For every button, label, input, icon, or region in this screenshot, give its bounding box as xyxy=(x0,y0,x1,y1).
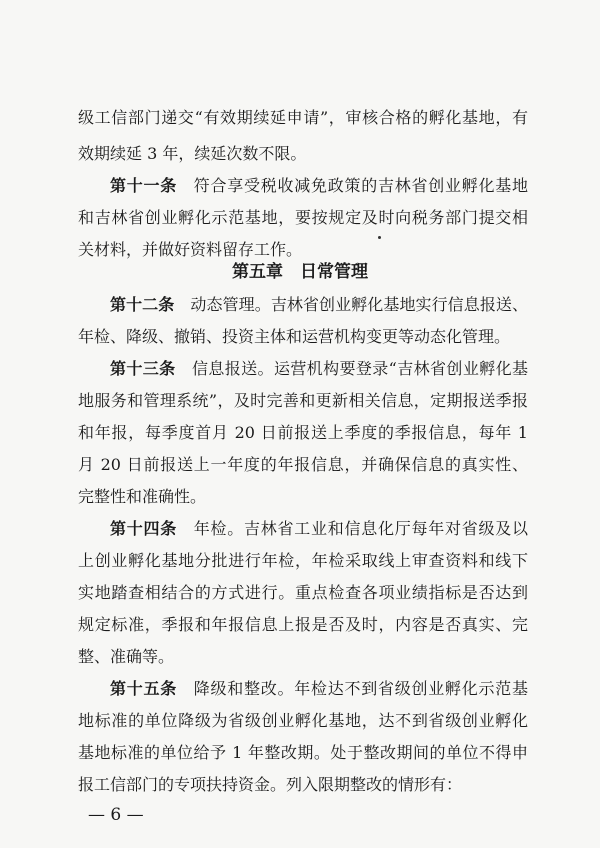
article-12-text: 动态管理。吉林省创业孵化基地实行信息报送、 xyxy=(190,295,528,314)
article-12-line xyxy=(110,290,528,320)
article-15-line: 地标准的单位降级为省级创业孵化基地，达不到省级创业孵化 xyxy=(78,711,528,730)
article-13-text: 信息报送。运营机构要登录“吉林省创业孵化基 xyxy=(191,359,528,378)
article-13-line xyxy=(110,354,528,384)
article-11-label: 第十一条 xyxy=(110,176,177,195)
article-12-line: 年检、降级、撤销、投资主体和运营机构变更等动态化管理。 xyxy=(78,327,511,346)
article-11-line: 关材料，并做好资料留存工作。 xyxy=(78,240,303,259)
paragraph-line: 效期续延 3 年，续延次数不限。 xyxy=(78,144,307,163)
article-14-line: 上创业孵化基地分批进行年检，年检采取线上审查资料和线下 xyxy=(78,551,528,570)
article-14-label: 第十四条 xyxy=(110,519,177,538)
article-11-line: 和吉林省创业孵化示范基地，要按规定及时向税务部门提交相 xyxy=(78,208,528,227)
article-15-line: 报工信部门的专项扶持资金。列入限期整改的情形有： xyxy=(78,775,463,794)
paragraph-line: 级工信部门递交“有效期续延申请”，审核合格的孵化基地，有 xyxy=(78,108,528,127)
article-12-label: 第十二条 xyxy=(110,295,175,314)
article-14-text: 年检。吉林省工业和信息化厅每年对省级及以 xyxy=(193,519,528,538)
article-13-label: 第十三条 xyxy=(110,359,176,378)
article-15-label: 第十五条 xyxy=(110,679,177,698)
article-15-line: 基地标准的单位给予 1 年整改期。处于整改期间的单位不得申 xyxy=(78,743,528,762)
article-13-line: 完整性和准确性。 xyxy=(78,487,207,506)
article-13-line: 地服务和管理系统”，及时完善和更新相关信息，定期报送季报 xyxy=(78,391,528,410)
page-number: — 6 — xyxy=(88,805,144,825)
article-14-line: 整、准确等。 xyxy=(78,647,175,666)
article-11-line xyxy=(110,171,528,201)
article-14-line: 实地踏查相结合的方式进行。重点检查各项业绩指标是否达到 xyxy=(78,583,528,602)
article-11-text: 符合享受税收减免政策的吉林省创业孵化基地 xyxy=(193,176,528,195)
article-14-line xyxy=(110,514,528,544)
article-13-line: 和年报，每季度首月 20 日前报送上季度的季报信息，每年 1 xyxy=(78,423,528,442)
chapter-heading: 第五章 日常管理 xyxy=(232,262,368,282)
article-14-line: 规定标准，季报和年报信息上报是否及时，内容是否真实、完 xyxy=(78,615,528,634)
article-15-line xyxy=(110,674,528,704)
stray-mark xyxy=(378,236,381,239)
article-15-text: 降级和整改。年检达不到省级创业孵化示范基 xyxy=(193,679,528,698)
article-13-line: 月 20 日前报送上一年度的年报信息，并确保信息的真实性、 xyxy=(78,455,528,474)
